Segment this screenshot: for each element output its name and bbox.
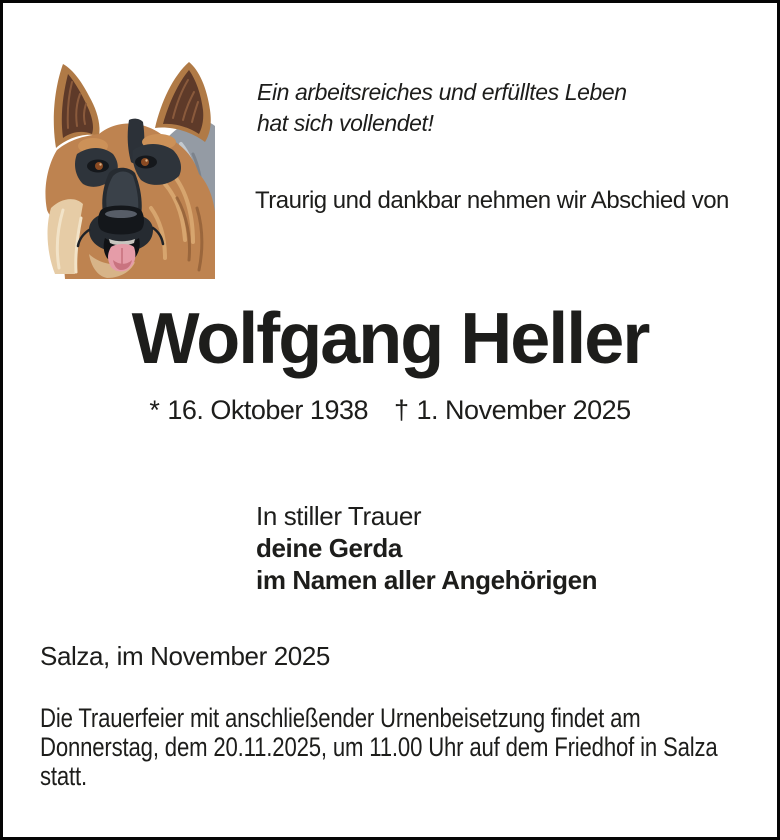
deceased-name: Wolfgang Heller bbox=[131, 299, 649, 379]
birth-symbol: * bbox=[149, 395, 160, 425]
death-date-text: 1. November 2025 bbox=[416, 395, 631, 425]
mourner-relatives: im Namen aller Angehörigen bbox=[256, 565, 598, 595]
funeral-info-line-3: statt. bbox=[40, 761, 88, 791]
birth-date bbox=[149, 395, 368, 426]
epitaph-line-1: Ein arbeitsreiches und erfülltes Leben bbox=[257, 79, 627, 105]
place-date-line: Salza, im November 2025 bbox=[40, 641, 330, 671]
mourner-name: deine Gerda bbox=[256, 533, 402, 563]
funeral-info-line-1: Die Trauerfeier mit anschließender Urnenbeisetzung findet am bbox=[40, 703, 641, 733]
farewell-intro: Traurig und dankbar nehmen wir Abschied von bbox=[255, 187, 729, 214]
epitaph-line-2: hat sich vollendet! bbox=[257, 110, 434, 136]
funeral-info bbox=[40, 704, 718, 791]
condolence-closing: In stiller Trauer bbox=[256, 501, 422, 531]
epitaph-quote bbox=[257, 77, 627, 139]
death-date bbox=[394, 395, 631, 426]
death-cross-symbol: † bbox=[394, 395, 409, 425]
birth-date-text: 16. Oktober 1938 bbox=[167, 395, 368, 425]
funeral-info-line-2: Donnerstag, dem 20.11.2025, um 11.00 Uhr auf dem Friedhof in Salza bbox=[40, 732, 718, 762]
condolence-block bbox=[256, 500, 597, 596]
dog-portrait-image bbox=[41, 58, 216, 280]
life-dates bbox=[3, 395, 777, 426]
